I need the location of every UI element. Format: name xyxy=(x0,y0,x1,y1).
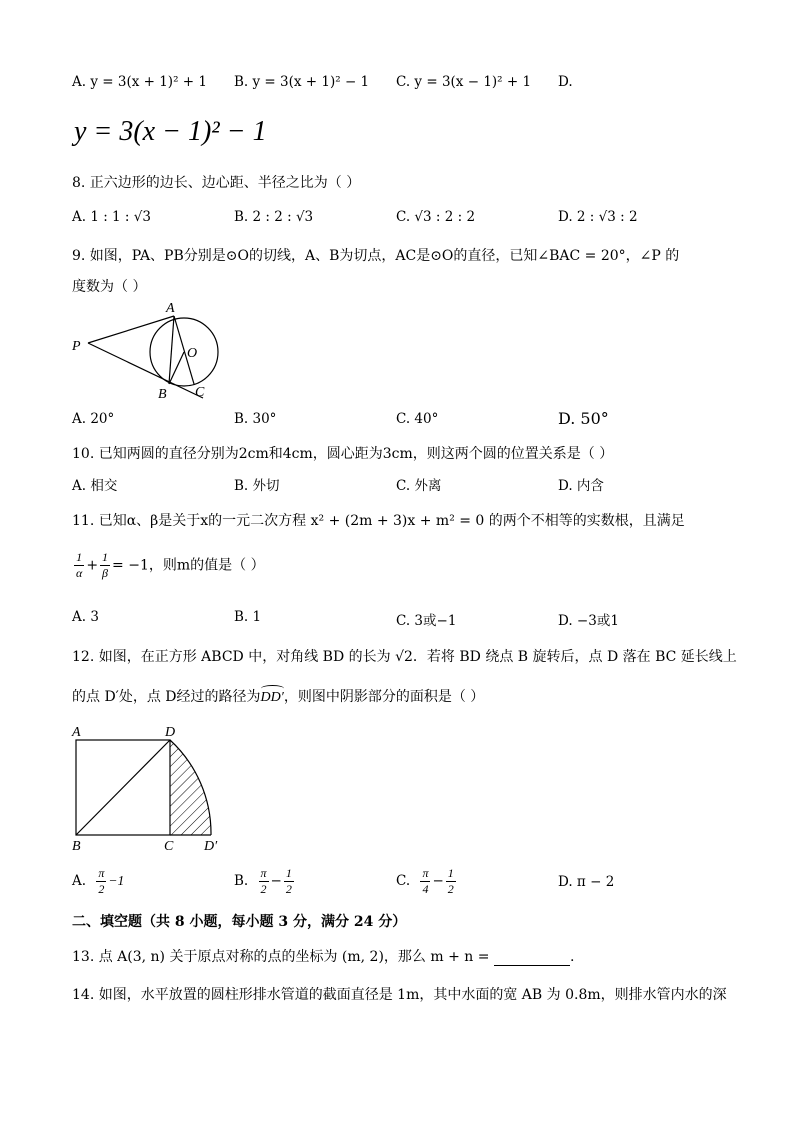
section2-heading: 二、填空题（共 8 小题，每小题 3 分，满分 24 分） xyxy=(72,914,407,930)
q12-option-d: D. π − 2 xyxy=(558,874,615,890)
q12-option-c-label: C. xyxy=(396,873,411,889)
q10-option-a: A. 相交 xyxy=(72,478,118,494)
q9-tangent-pb xyxy=(88,343,203,398)
q9-figure-circle-tangents xyxy=(66,298,236,406)
q10-option-b: B. 外切 xyxy=(234,478,280,494)
q12-option-c-num: π xyxy=(422,866,429,880)
q9-label-b: B xyxy=(158,387,167,402)
q13-stem-post: . xyxy=(569,949,575,965)
q9-label-o: O xyxy=(187,346,198,361)
q9-stem-line2: 度数为（ ） xyxy=(72,279,147,295)
q12-diagonal-bd xyxy=(76,740,170,835)
q7-option-a: A. y = 3(x + 1)² + 1 xyxy=(72,74,207,90)
q12-option-c-den: 4 xyxy=(422,882,429,896)
q11-option-c: C. 3或−1 xyxy=(396,613,457,629)
q7-option-c: C. y = 3(x − 1)² + 1 xyxy=(396,74,532,90)
q12-option-b-label: B. xyxy=(234,873,249,889)
q14-stem: 14. 如图，水平放置的圆柱形排水管道的截面直径是 1m，其中水面的宽 AB 为 0.8m，则排水管内水的深 xyxy=(72,987,727,1003)
q9-label-a: A xyxy=(166,301,175,316)
q9-label-p: P xyxy=(72,339,81,354)
q12-option-c-den2: 2 xyxy=(447,882,454,896)
q11-frac2-denominator: β xyxy=(102,566,109,580)
q11-option-a: A. 3 xyxy=(72,609,99,625)
q12-label-b: B xyxy=(72,839,81,854)
q12-arc-dd-prime xyxy=(261,690,284,706)
q9-option-a: A. 20° xyxy=(72,411,115,427)
q7-option-d-expression: y = 3(x − 1)² − 1 xyxy=(74,116,267,147)
q12-option-c-minus: − xyxy=(432,873,444,889)
q9-option-d: D. 50° xyxy=(558,409,609,428)
q12-option-b-den: 2 xyxy=(260,882,267,896)
q10-stem: 10. 已知两圆的直径分别为2cm和4cm，圆心距为3cm，则这两个圆的位置关系是（ ） xyxy=(72,446,614,462)
q11-condition xyxy=(72,550,265,581)
q12-label-d: D xyxy=(165,725,176,740)
q12-option-b-num2: 1 xyxy=(285,866,292,880)
q12-stem-line2 xyxy=(72,686,484,706)
q8-option-d: D. 2 : √3 : 2 xyxy=(558,209,638,225)
q11-option-d: D. −3或1 xyxy=(558,613,619,629)
q7-option-b: B. y = 3(x + 1)² − 1 xyxy=(234,74,370,90)
q12-option-b xyxy=(234,866,296,897)
q12-stem-line2-post: ，则图中阴影部分的面积是（ ） xyxy=(283,689,485,705)
q12-shaded-region xyxy=(170,740,211,835)
q12-option-b-den2: 2 xyxy=(285,882,292,896)
q12-option-a-tail: −1 xyxy=(108,873,125,888)
q12-label-c: C xyxy=(164,839,174,854)
q11-stem-line1: 11. 已知α、β是关于x的一元二次方程 x² + (2m + 3)x + m² = 0 的两个不相等的实数根，且满足 xyxy=(72,513,685,529)
q12-arc-label: DD′ xyxy=(260,690,284,705)
q12-option-a xyxy=(72,866,124,897)
q9-stem-line1: 9. 如图，PA、PB分别是⊙O的切线，A、B为切点，AC是⊙O的直径，已知∠BAC = 20°，∠P 的 xyxy=(72,248,680,264)
q12-option-c-num2: 1 xyxy=(447,866,454,880)
q7-option-d-label: D. xyxy=(558,74,573,90)
q11-option-b: B. 1 xyxy=(234,609,262,625)
q12-option-c xyxy=(396,866,458,897)
q11-frac1-numerator: 1 xyxy=(74,550,84,566)
q9-label-c: C xyxy=(195,385,205,400)
q12-figure-square-rotation xyxy=(66,722,236,854)
q9-tangent-pa xyxy=(88,316,174,343)
q8-option-a: A. 1 : 1 : √3 xyxy=(72,209,151,225)
q9-option-b: B. 30° xyxy=(234,411,277,427)
q11-plus: + xyxy=(86,557,99,574)
q11-stem-tail: = −1，则m的值是（ ） xyxy=(112,557,265,574)
q12-option-b-num: π xyxy=(260,866,267,880)
q12-option-a-num: π xyxy=(98,866,105,880)
q10-option-c: C. 外离 xyxy=(396,478,442,494)
q11-frac2-numerator: 1 xyxy=(102,550,109,564)
q13-stem xyxy=(72,946,574,966)
q12-stem-line2-pre: 的点 D′处，点 D经过的路径为 xyxy=(72,689,261,705)
q8-stem: 8. 正六边形的边长、边心距、半径之比为（ ） xyxy=(72,175,361,191)
q12-option-a-label: A. xyxy=(72,873,87,889)
q10-option-d: D. 内含 xyxy=(558,478,604,494)
q12-label-d-prime: D′ xyxy=(204,839,218,854)
q8-option-b: B. 2 : 2 : √3 xyxy=(234,209,314,225)
q12-option-b-minus: − xyxy=(270,873,282,889)
q11-frac1-denominator: α xyxy=(76,566,83,580)
q12-stem-line1: 12. 如图，在正方形 ABCD 中，对角线 BD 的长为 √2．若将 BD 绕点 B 旋转后，点 D 落在 BC 延长线上 xyxy=(72,649,737,665)
q12-label-a: A xyxy=(72,725,81,740)
q13-answer-blank[interactable] xyxy=(494,951,570,966)
q9-option-c: C. 40° xyxy=(396,411,439,427)
q8-option-c: C. √3 : 2 : 2 xyxy=(396,209,476,225)
q12-option-a-den: 2 xyxy=(98,882,105,896)
q13-stem-pre: 13. 点 A(3, n) 关于原点对称的点的坐标为 (m, 2)，那么 m + n = xyxy=(72,949,490,965)
